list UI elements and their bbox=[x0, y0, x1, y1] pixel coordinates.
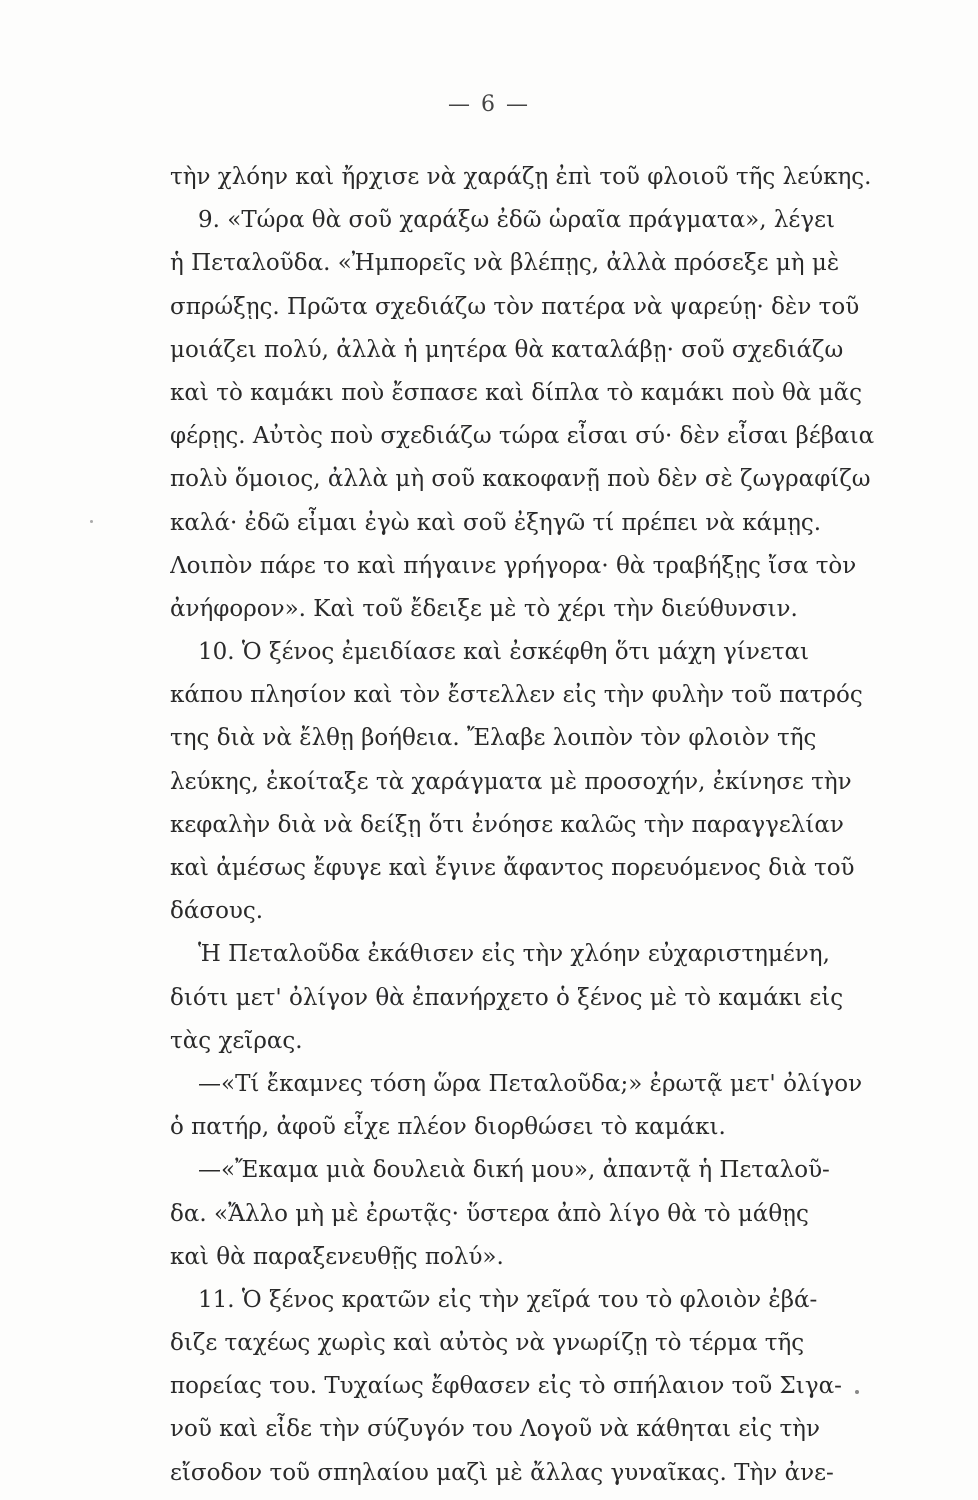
text-line: πορείας του. Τυχαίως ἔφθασεν εἰς τὸ σπήλαιον τοῦ Σιγα- bbox=[170, 1373, 842, 1400]
text-line: ὁ πατήρ, ἀφοῦ εἶχε πλέον διορθώσει τὸ καμάκι. bbox=[170, 1114, 726, 1141]
text-line: διζε ταχέως χωρὶς καὶ αὐτὸς νὰ γνωρίζῃ τὸ τέρμα τῆς bbox=[170, 1330, 805, 1357]
text-line: φέρῃς. Αὐτὸς ποὺ σχεδιάζω τώρα εἶσαι σύ· δὲν εἶσαι βέβαια bbox=[170, 423, 875, 450]
text-line: δα. «Ἄλλο μὴ μὲ ἐρωτᾷς· ὕστερα ἀπὸ λίγο θὰ τὸ μάθῃς bbox=[170, 1200, 809, 1227]
text-line: καλά· ἐδῶ εἶμαι ἐγὼ καὶ σοῦ ἐξηγῶ τί πρέπει νὰ κάμῃς. bbox=[170, 509, 822, 536]
text-line: 9. «Τώρα θὰ σοῦ χαράξω ἐδῶ ὡραῖα πράγματα», λέγει bbox=[198, 207, 836, 234]
text-line: ἡ Πεταλοῦδα. «Ἠμπορεῖς νὰ βλέπῃς, ἀλλὰ πρόσεξε μὴ μὲ bbox=[170, 250, 840, 277]
text-line: δάσους. bbox=[170, 898, 264, 925]
text-line: κάπου πλησίον καὶ τὸν ἔστελλεν εἰς τὴν φυλὴν τοῦ πατρός bbox=[170, 682, 863, 709]
text-line: καὶ θὰ παραξενευθῇς πολύ». bbox=[170, 1243, 504, 1270]
text-line: ἀνήφορον». Καὶ τοῦ ἔδειξε μὲ τὸ χέρι τὴν διεύθυνσιν. bbox=[170, 595, 798, 622]
text-line: τὰς χεῖρας. bbox=[170, 1027, 303, 1054]
text-line: σπρώξῃς. Πρῶτα σχεδιάζω τὸν πατέρα νὰ ψαρεύῃ· δὲν τοῦ bbox=[170, 293, 860, 320]
text-line: κεφαλὴν διὰ νὰ δείξῃ ὅτι ἐνόησε καλῶς τὴν παραγγελίαν bbox=[170, 811, 844, 838]
text-line: καὶ τὸ καμάκι ποὺ ἔσπασε καὶ δίπλα τὸ καμάκι ποὺ θὰ μᾶς bbox=[170, 379, 862, 406]
text-line: πολὺ ὅμοιος, ἀλλὰ μὴ σοῦ κακοφανῇ ποὺ δὲν σὲ ζωγραφίζω bbox=[170, 466, 871, 493]
text-line: —«Ἔκαμα μιὰ δουλειὰ δική μου», ἀπαντᾷ ἡ Πεταλοῦ- bbox=[198, 1157, 830, 1184]
text-line: μοιάζει πολύ, ἀλλὰ ἡ μητέρα θὰ καταλάβῃ· σοῦ σχεδιάζω bbox=[170, 336, 844, 363]
body-text bbox=[170, 156, 935, 1495]
text-line: 11. Ὁ ξένος κρατῶν εἰς τὴν χεῖρά του τὸ φλοιὸν ἐβά- bbox=[198, 1286, 818, 1313]
text-line: 10. Ὁ ξένος ἐμειδίασε καὶ ἐσκέφθη ὅτι μάχη γίνεται bbox=[198, 639, 810, 666]
text-line: της διὰ νὰ ἔλθῃ βοήθεια. Ἔλαβε λοιπὸν τὸν φλοιὸν τῆς bbox=[170, 725, 817, 752]
text-line: καὶ ἀμέσως ἔφυγε καὶ ἔγινε ἄφαντος πορευόμενος διὰ τοῦ bbox=[170, 855, 855, 881]
text-line: Λοιπὸν πάρε το καὶ πήγαινε γρήγορα· θὰ τραβήξῃς ἴσα τὸν bbox=[170, 552, 857, 579]
text-line: λεύκης, ἐκοίταξε τὰ χαράγματα μὲ προσοχήν, ἐκίνησε τὴν bbox=[170, 768, 852, 795]
text-line: διότι μετ' ὀλίγον θὰ ἐπανήρχετο ὁ ξένος μὲ τὸ καμάκι εἰς bbox=[170, 984, 844, 1011]
page-number: — 6 — bbox=[448, 92, 530, 117]
text-line: —«Τί ἔκαμνες τόση ὥρα Πεταλοῦδα;» ἐρωτᾷ μετ' ὀλίγον bbox=[198, 1070, 863, 1097]
text-line: τὴν χλόην καὶ ἤρχισε νὰ χαράζῃ ἐπὶ τοῦ φλοιοῦ τῆς λεύκης. bbox=[170, 164, 872, 190]
scan-speck bbox=[855, 1390, 859, 1394]
text-line: νοῦ καὶ εἶδε τὴν σύζυγόν του Λογοῦ νὰ κάθηται εἰς τὴν bbox=[170, 1416, 820, 1443]
text-line: Ἡ Πεταλοῦδα ἐκάθισεν εἰς τὴν χλόην εὐχαριστημένη, bbox=[198, 941, 830, 968]
text-line: εἴσοδον τοῦ σπηλαίου μαζὶ μὲ ἄλλας γυναῖκας. Τὴν ἀνε- bbox=[170, 1459, 834, 1486]
scan-speck bbox=[90, 520, 93, 523]
